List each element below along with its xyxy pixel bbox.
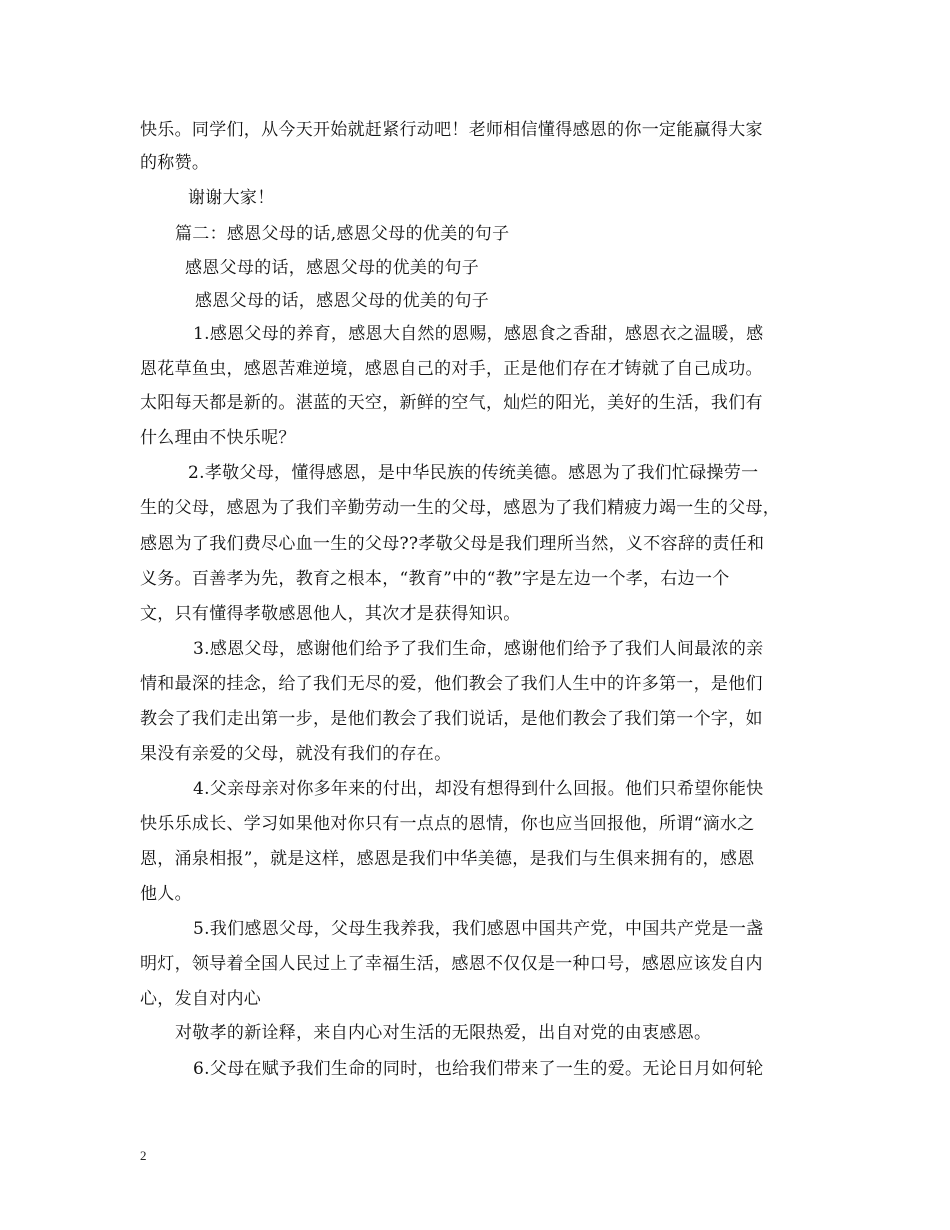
text-line: 心，发自对内心 — [140, 989, 262, 1009]
text-line: 的称赞。 — [140, 153, 210, 173]
text-line: 情和最深的挂念，给了我们无尽的爱，他们教会了我们人生中的许多第一，是他们 — [140, 674, 763, 694]
section-title: 感恩父母的话，感恩父母的优美的句子 — [185, 258, 480, 278]
text-line: 明灯，领导着全国人民过上了幸福生活，感恩不仅仅是一种口号，感恩应该发自内 — [140, 954, 763, 974]
section-heading: 篇二：感恩父母的话,感恩父母的优美的句子 — [175, 224, 510, 244]
text-line: 3.感恩父母，感谢他们给予了我们生命，感谢他们给予了我们人间最浓的亲 — [193, 639, 764, 659]
text-line: 教会了我们走出第一步，是他们教会了我们说话，是他们教会了我们第一个字，如 — [140, 709, 763, 729]
text-line: 1.感恩父母的养育，感恩大自然的恩赐，感恩食之香甜，感恩衣之温暖，感 — [193, 324, 764, 344]
text-line: 6.父母在赋予我们生命的同时，也给我们带来了一生的爱。无论日月如何轮 — [193, 1059, 764, 1079]
text-line: 什么理由不快乐呢？ — [140, 428, 296, 448]
page-number: 2 — [140, 1148, 147, 1163]
text-line: 谢谢大家！ — [188, 188, 275, 208]
text-line: 生的父母，感恩为了我们辛勤劳动一生的父母，感恩为了我们精疲力竭一生的父母， — [140, 498, 781, 518]
text-line: 他人。 — [140, 884, 192, 904]
text-line: 太阳每天都是新的。湛蓝的天空，新鲜的空气，灿烂的阳光，美好的生活，我们有 — [140, 393, 763, 413]
text-line: 对敬孝的新诠释，来自内心对生活的无限热爱，出自对党的由衷感恩。 — [175, 1023, 712, 1043]
text-line: 恩花草鱼虫，感恩苦难逆境，感恩自己的对手，正是他们存在才铸就了自己成功。 — [140, 359, 763, 379]
text-line: 4.父亲母亲对你多年来的付出，却没有想得到什么回报。他们只希望你能快 — [193, 779, 764, 799]
section-subtitle: 感恩父母的话，感恩父母的优美的句子 — [195, 291, 490, 311]
text-line: 快乐乐成长、学习如果他对你只有一点点的恩情，你也应当回报他，所谓“滴水之 — [140, 814, 755, 834]
text-line: 义务。百善孝为先，教育之根本，“教育”中的“教”字是左边一个孝，右边一个 — [140, 569, 730, 589]
text-line: 文，只有懂得孝敬感恩他人，其次才是获得知识。 — [140, 604, 521, 624]
text-line: 恩，涌泉相报”，就是这样，感恩是我们中华美德，是我们与生俱来拥有的，感恩 — [140, 849, 755, 869]
text-line: 2.孝敬父母，懂得感恩，是中华民族的传统美德。感恩为了我们忙碌操劳一 — [188, 463, 759, 483]
text-line: 5.我们感恩父母，父母生我养我，我们感恩中国共产党，中国共产党是一盏 — [193, 919, 764, 939]
text-line: 感恩为了我们费尽心血一生的父母??孝敬父母是我们理所当然，义不容辞的责任和 — [140, 534, 765, 554]
text-line: 果没有亲爱的父母，就没有我们的存在。 — [140, 744, 452, 764]
text-line: 快乐。同学们，从今天开始就赶紧行动吧！老师相信懂得感恩的你一定能赢得大家 — [140, 120, 763, 140]
